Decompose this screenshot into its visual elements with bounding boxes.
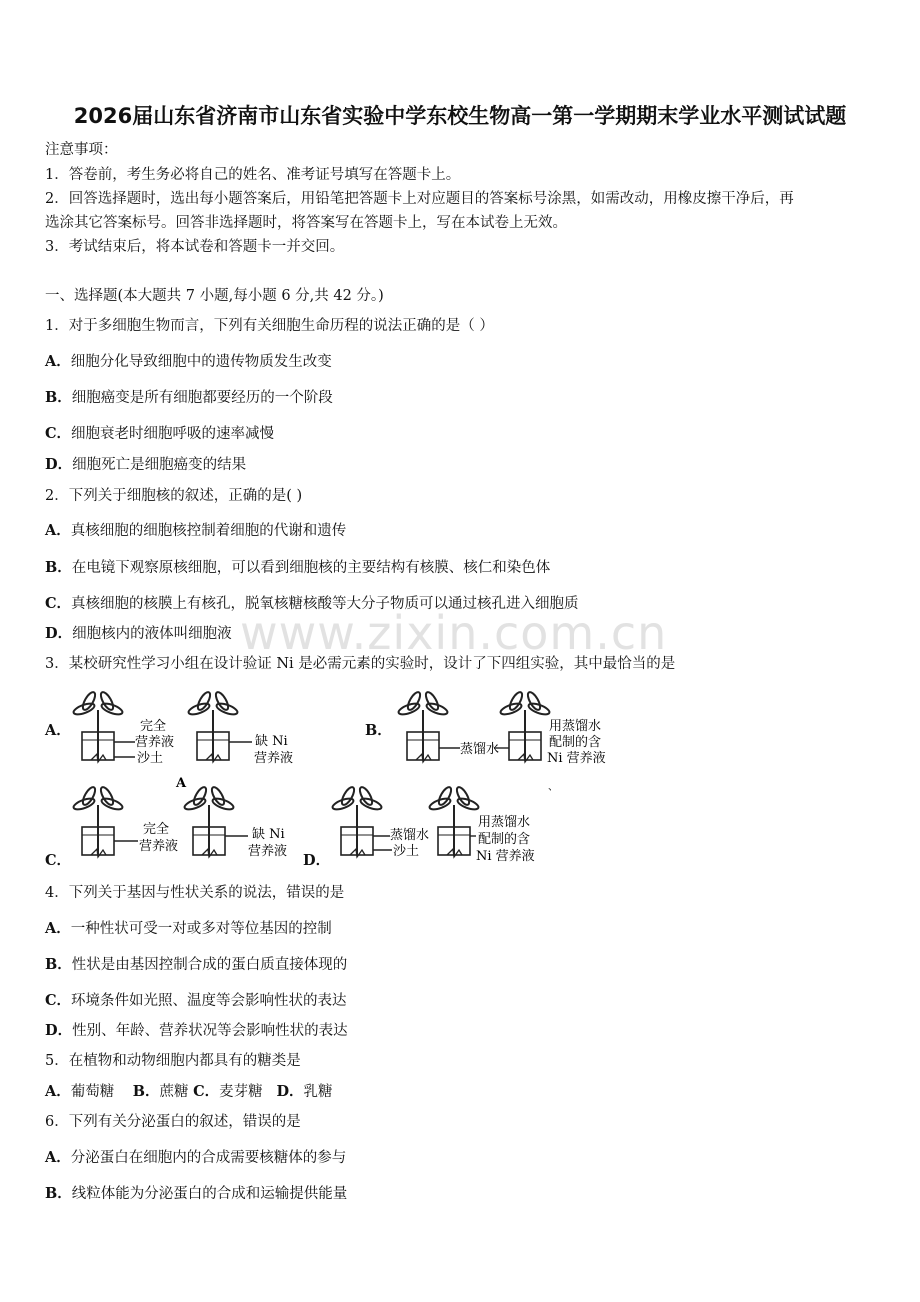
question-stem: 4．下列关于基因与性状关系的说法，错误的是 bbox=[45, 885, 345, 901]
question-stem: 5．在植物和动物细胞内都具有的糖类是 bbox=[45, 1053, 301, 1069]
option-letter: B． bbox=[45, 1185, 72, 1202]
option-text: 一种性状可受一对或多对等位基因的控制 bbox=[70, 921, 332, 937]
option-letter: B． bbox=[45, 389, 72, 406]
option-row bbox=[45, 556, 550, 577]
figure-c-label: 缺 Ni bbox=[252, 827, 285, 842]
option-row bbox=[45, 1182, 347, 1203]
option-text: 分泌蛋白在细胞内的合成需要核糖体的参与 bbox=[70, 1150, 347, 1166]
option-letter: A． bbox=[45, 353, 71, 370]
option-letter: A． bbox=[45, 522, 71, 539]
figure-b-label: 配制的含 bbox=[549, 735, 602, 750]
option-text: 环境条件如光照、温度等会影响性状的表达 bbox=[71, 993, 347, 1009]
option-letter: C． bbox=[45, 992, 72, 1009]
option-letter: D． bbox=[45, 456, 73, 473]
notice-item: 2．回答选择题时，选出每小题答案后，用铅笔把答题卡上对应题目的答案标号涂黑，如需改动，用橡皮擦干净后，再 bbox=[45, 191, 794, 207]
figure-label-b: B． bbox=[365, 722, 392, 739]
figure-d-label: 配制的含 bbox=[478, 832, 531, 847]
figure-a-label: 完全 bbox=[140, 719, 167, 734]
figure-a-sublabel: A bbox=[176, 776, 187, 791]
option-text: 细胞核内的液体叫细胞液 bbox=[72, 626, 232, 642]
figure-b-label: 蒸馏水 bbox=[460, 742, 500, 757]
option-text: 性状是由基因控制合成的蛋白质直接体现的 bbox=[71, 957, 348, 973]
figure-d-label: 沙土 bbox=[393, 844, 420, 859]
figure-d-label: 蒸馏水 bbox=[390, 828, 430, 843]
option-text: 真核细胞的细胞核控制着细胞的代谢和遗传 bbox=[70, 523, 347, 539]
figure-b-label: Ni 营养液 bbox=[547, 751, 606, 766]
option-row bbox=[45, 519, 346, 540]
option-row bbox=[45, 1019, 348, 1040]
figure-label-c: C． bbox=[45, 852, 72, 869]
option-letter: D． bbox=[45, 1022, 73, 1039]
option-letter: A． bbox=[45, 1083, 71, 1100]
option-row bbox=[45, 1146, 346, 1167]
notice-item: 选涂其它答案标号。回答非选择题时，将答案写在答题卡上，写在本试卷上无效。 bbox=[45, 215, 567, 231]
option-row bbox=[45, 386, 333, 407]
option-letter: C． bbox=[193, 1083, 220, 1100]
option-row bbox=[45, 622, 232, 643]
notice-item: 1．答卷前，考生务必将自己的姓名、准考证号填写在答题卡上。 bbox=[45, 167, 461, 183]
option-row bbox=[45, 453, 246, 474]
option-text: 细胞衰老时细胞呼吸的速率减慢 bbox=[71, 426, 275, 442]
option-text: 蔗糖 bbox=[159, 1084, 189, 1100]
option-letter: C． bbox=[45, 425, 72, 442]
figure-c-label: 营养液 bbox=[248, 844, 288, 859]
figure-b-mark: 、 bbox=[548, 782, 558, 793]
page-title: 2026届山东省济南市山东省实验中学东校生物高一第一学期期末学业水平测试试题 bbox=[73, 104, 847, 128]
option-text: 真核细胞的核膜上有核孔，脱氧核糖核酸等大分子物质可以通过核孔进入细胞质 bbox=[71, 596, 579, 612]
option-row bbox=[45, 953, 347, 974]
figure-d bbox=[331, 785, 534, 864]
option-text: 线粒体能为分泌蛋白的合成和运输提供能量 bbox=[71, 1186, 348, 1202]
option-letter: B． bbox=[45, 559, 72, 576]
option-letter: B． bbox=[45, 956, 72, 973]
option-letter: A． bbox=[45, 1149, 71, 1166]
question-stem: 3．某校研究性学习小组在设计验证 Ni 是必需元素的实验时，设计了下四组实验，其中最恰当的是 bbox=[45, 656, 676, 672]
figure-c-label: 完全 bbox=[143, 822, 170, 837]
figure-label-d: D． bbox=[303, 852, 331, 869]
figure-a-label: 缺 Ni bbox=[255, 734, 288, 749]
figure-d-label: Ni 营养液 bbox=[476, 849, 535, 864]
option-text: 细胞癌变是所有细胞都要经历的一个阶段 bbox=[71, 390, 333, 406]
option-letter: D． bbox=[276, 1083, 304, 1100]
figure-a-label: 营养液 bbox=[254, 751, 294, 766]
option-row bbox=[45, 350, 332, 371]
option-row bbox=[45, 1080, 333, 1101]
option-text: 葡萄糖 bbox=[70, 1084, 115, 1100]
figure-a-label: 沙土 bbox=[137, 751, 164, 766]
figure-label-a: A． bbox=[45, 722, 71, 739]
question-stem: 1．对于多细胞生物而言，下列有关细胞生命历程的说法正确的是（ ） bbox=[45, 318, 494, 334]
figure-a-label: 营养液 bbox=[135, 735, 175, 750]
section-heading: 一、选择题(本大题共 7 小题,每小题 6 分,共 42 分。) bbox=[45, 288, 384, 304]
option-text: 在电镜下观察原核细胞，可以看到细胞核的主要结构有核膜、核仁和染色体 bbox=[71, 560, 551, 576]
option-text: 细胞死亡是细胞癌变的结果 bbox=[72, 457, 247, 473]
notice-item: 3．考试结束后，将本试卷和答题卡一并交回。 bbox=[45, 239, 345, 255]
figure-c bbox=[72, 785, 287, 859]
figure-d-label: 用蒸馏水 bbox=[478, 815, 531, 830]
option-row bbox=[45, 989, 347, 1010]
option-text: 性别、年龄、营养状况等会影响性状的表达 bbox=[72, 1023, 348, 1039]
option-letter: D． bbox=[45, 625, 73, 642]
option-row bbox=[45, 917, 332, 938]
figure-b-label: 用蒸馏水 bbox=[549, 719, 602, 734]
option-text: 乳糖 bbox=[303, 1084, 333, 1100]
watermark: www.zixin.com.cn bbox=[240, 606, 668, 660]
option-text: 细胞分化导致细胞中的遗传物质发生改变 bbox=[70, 354, 332, 370]
option-row bbox=[45, 592, 579, 613]
question-stem: 2．下列关于细胞核的叙述，正确的是( ) bbox=[45, 488, 303, 504]
experiment-diagram bbox=[0, 680, 920, 870]
option-letter: A． bbox=[45, 920, 71, 937]
question-stem: 6．下列有关分泌蛋白的叙述，错误的是 bbox=[45, 1114, 301, 1130]
option-letter: B． bbox=[132, 1083, 160, 1100]
option-text: 麦芽糖 bbox=[219, 1084, 263, 1100]
figure-b bbox=[397, 690, 605, 793]
option-row bbox=[45, 422, 274, 443]
option-letter: C． bbox=[45, 595, 72, 612]
notice-heading: 注意事项： bbox=[45, 142, 118, 158]
figure-a bbox=[72, 690, 293, 791]
figure-c-label: 营养液 bbox=[139, 839, 179, 854]
